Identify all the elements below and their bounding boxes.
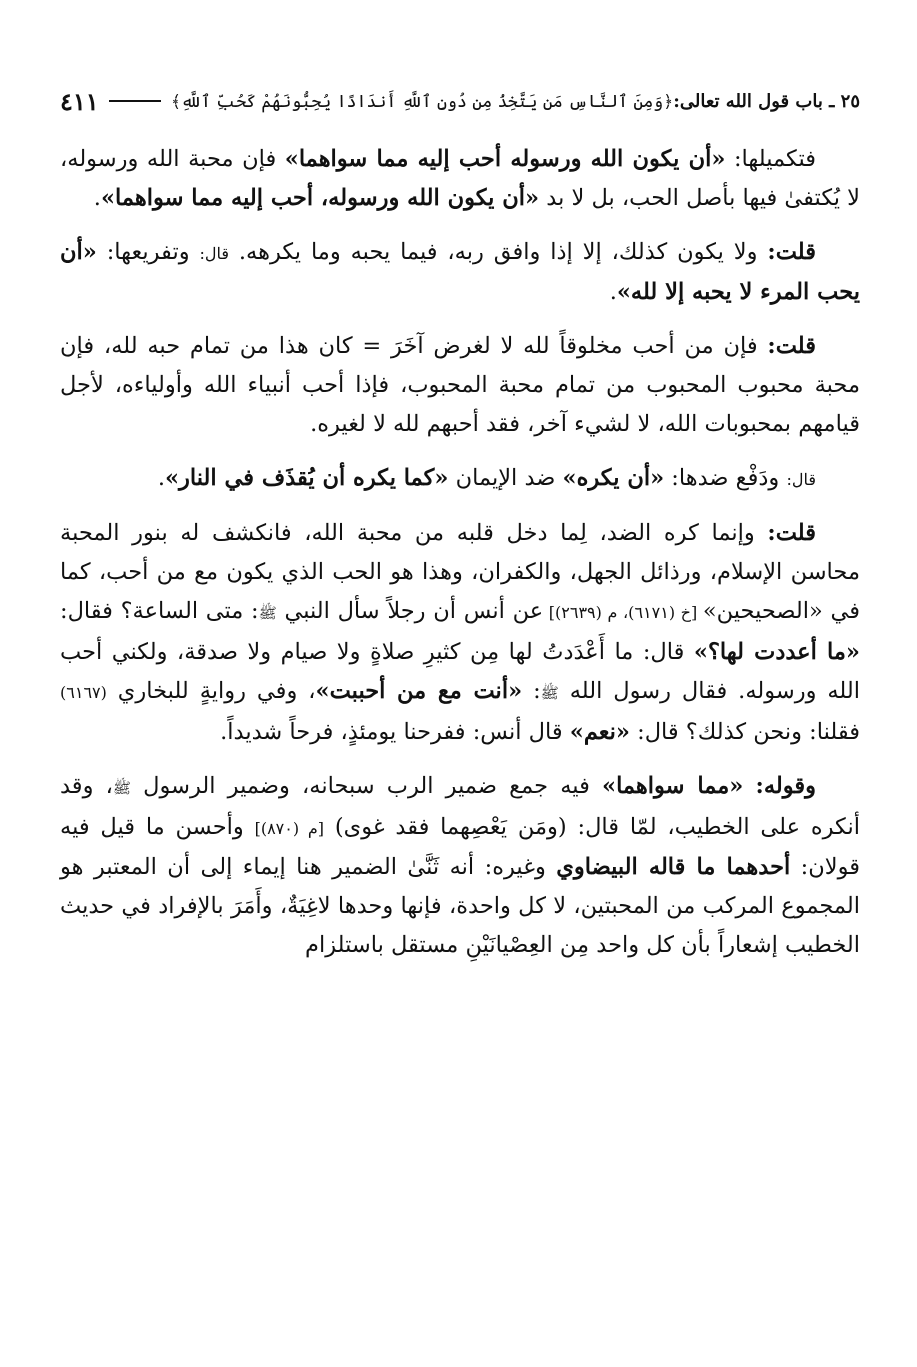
text-run: فإن محبة الله ورسوله، لا يُكتفىٰ فيها بأصل الحب، بل لا بد: [60, 146, 860, 211]
paragraph-6: [60, 767, 860, 965]
salutation-symbol: ﷺ: [112, 779, 131, 797]
text-run: فيه جمع ضمير الرب سبحانه، وضمير الرسول: [131, 773, 602, 799]
quote: «أن يكره»: [562, 465, 665, 491]
text-run: ، وفي روايةٍ للبخاري: [106, 678, 316, 704]
quote: «مما سواهما»: [602, 773, 744, 799]
quote: «ما أعددت لها؟»: [693, 639, 860, 665]
text-run: قال أنس: ففرحنا يومئذٍ، فرحاً شديداً.: [220, 719, 570, 745]
quote: «نعم»: [569, 719, 630, 745]
quote: «أن يكون الله ورسوله، أحب إليه مما سواهما»: [100, 185, 540, 211]
paragraph-3: [60, 327, 860, 444]
quote: «أنت مع من أحببت»: [315, 678, 523, 704]
qal-label: قال:: [199, 244, 229, 263]
text-run: فقلنا: ونحن كذلك؟ قال:: [629, 719, 860, 745]
paragraph-lead: قلت:: [767, 239, 816, 265]
text-run: [743, 773, 755, 799]
quote: «أن يكون الله ورسوله أحب إليه مما سواهما»: [284, 146, 726, 172]
salutation-symbol: ﷺ: [540, 684, 559, 702]
text-run: ودَفْع ضدها:: [664, 465, 787, 491]
book-page: [60, 0, 860, 1367]
paragraph-1: [60, 140, 860, 218]
qal-label: قال:: [786, 470, 816, 489]
paragraph-5: [60, 514, 860, 752]
text-run: وتفريعها:: [96, 239, 200, 265]
salutation-symbol: ﷺ: [258, 604, 277, 622]
paragraph-lead: وقوله:: [755, 773, 816, 799]
hadith-reference: [خ (٦١٧١)، م (٢٦٣٩)]: [543, 603, 703, 622]
text-run: وغيره: أنه ثَنَّىٰ الضمير هنا إيماء إلى أن المعتبر هو المجموع المركب من المحبتين، لا كل واحدة، فإنها وحدها لاغِيَةٌ، وأَمَرَ بالإفراد في حديث الخطيب إشعاراً بأن كل واحد مِن العِصْيانَيْنِ مستقل باستلزام: [60, 854, 860, 958]
text-run: ضد الإيمان: [448, 465, 563, 491]
hadith-reference: (٦١٦٧): [60, 683, 107, 702]
text-run: .: [609, 279, 617, 305]
quote: «أن يحب المرء لا يحبه إلا لله»: [60, 239, 860, 305]
text-run: عن أنس أن رجلاً سأل النبي: [276, 598, 544, 624]
text-run: :: [522, 678, 541, 704]
chapter-title: ٢٥ ـ باب قول الله تعالى:: [673, 90, 860, 112]
chapter-heading: [171, 91, 860, 112]
text-run: وأحسن ما قيل فيه قولان:: [60, 814, 860, 880]
text-run: فإن من أحب مخلوقاً لله لا لغرض آخَرَ = كان هذا من تمام حبه لله، فإن محبة محبوب المحبوب من تمام محبة المحبوب، فإذا أحب أنبياء الله وأولياءه، لأجل قيامهم بمحبوبات الله، لا لشيء آخر، فقد أحبهم لله لا لغيره.: [60, 333, 860, 437]
header-rule: [109, 100, 161, 102]
text-run: ، وقد أنكره على الخطيب، لمّا قال: (ومَن يَعْصِهما فقد غوى): [60, 773, 860, 840]
paragraph-lead: قلت:: [767, 333, 816, 359]
text-run: .: [93, 185, 101, 211]
text-run: وإنما كره الضد، لِما دخل قلبه من محبة الله، فانكشف له بنور المحبة محاسن الإسلام، ورذائل الجهل، والكفران، وهذا هو الحب الذي يكون مع من أحب، كما في: [60, 520, 860, 624]
quote: «كما يكره أن يُقذَف في النار»: [164, 465, 449, 491]
quote: أحدهما ما قاله البيضاوي: [556, 854, 791, 880]
paragraph-lead: قلت:: [767, 520, 816, 546]
page-number: ٤١١: [60, 86, 99, 116]
paragraph-2: [60, 233, 860, 312]
text-run: ولا يكون كذلك، إلا إذا وافق ربه، فيما يحبه وما يكرهه.: [229, 239, 768, 265]
text-run: : متى الساعة؟ فقال:: [60, 598, 259, 624]
running-header: [60, 84, 860, 118]
text-run: فتكميلها:: [725, 146, 816, 172]
chapter-verse: ﴿وَمِنَ ٱلنَّاسِ مَن يَتَّخِذُ مِن دُونِ ٱللَّهِ أَندَادًا يُحِبُّونَهُمْ كَحُبِّ ٱللَّهِ﴾: [170, 91, 674, 112]
page-body: [60, 140, 860, 980]
paragraph-4: [60, 459, 860, 499]
text-run: قال: ما أَعْدَدتُ لها مِن كثيرِ صلاةٍ ولا صيام ولا صدقة، ولكني أحب الله ورسوله. فقال رسول الله: [60, 639, 860, 704]
text-run: .: [157, 465, 165, 491]
source-name: «الصحيحين»: [702, 598, 823, 624]
hadith-reference: [م (٨٧٠)]: [254, 819, 324, 838]
